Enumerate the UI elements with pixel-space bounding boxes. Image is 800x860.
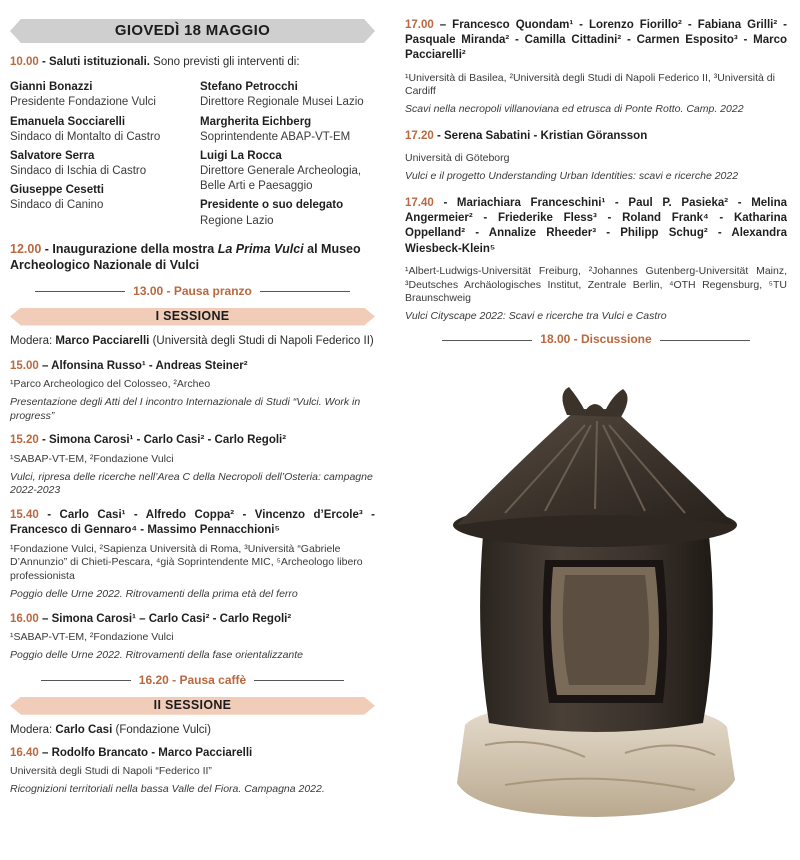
speaker-entry: Salvatore Serra Sindaco di Ischia di Castro [10, 149, 147, 178]
session-1-banner: I SESSIONE [10, 308, 375, 326]
talk-entry: 17.20 - Serena Sabatini - Kristian Göransson Università di Göteborg Vulci e il progetto Understanding Urban Identities: scavi e ricerche 2022 [405, 130, 739, 183]
hut-urn-image [445, 385, 745, 825]
speaker-entry: Emanuela Socciarelli Sindaco di Montalto di Castro [10, 115, 161, 143]
talk-entry: 17.00 – Francesco Quondam¹ - Lorenzo Fiorillo² - Fabiana Grilli² - Pasquale Miranda² - Camilla Cittadini² - Carmen Esposito³ - Marco Pacciarelli² ¹Università di Basilea, ²Università degli Studi di Napoli Federico II, ³Università di Cardiff Scavi nella necropoli villanoviana ed etrusca di Ponte Rotto. Camp. 2022 [405, 19, 787, 116]
speaker-entry: Margherita Eichberg Soprintendente ABAP-VT-EM [200, 115, 351, 143]
talk-entry: 15.00 – Alfonsina Russo¹ - Andreas Steiner² ¹Parco Archeologico del Colosseo, ²Archeo Presentazione degli Atti del I incontro Internazionale di Studi “Vulci. Work in progress” [10, 359, 361, 422]
talk-entry: 16.00 – Simona Carosi¹ – Carlo Casi² - Carlo Regoli² ¹SABAP-VT-EM, ²Fondazione Vulci Poggio delle Urne 2022. Ritrovamenti della fase orientalizzante [10, 613, 304, 662]
speaker-entry: Giuseppe Cesetti Sindaco di Canino [10, 184, 104, 212]
discussion-break: 18.00 - Discussione [405, 332, 787, 348]
session-2-moderator: Modera: Carlo Casi (Fondazione Vulci) [10, 723, 211, 736]
speaker-entry: Presidente o suo delegato Regione Lazio [200, 199, 344, 227]
session-1-moderator: Modera: Marco Pacciarelli (Università degli Studi di Napoli Federico II) [10, 334, 374, 347]
speaker-entry: Luigi La Rocca Direttore Generale Archeologia, Belle Arti e Paesaggio [200, 149, 362, 193]
lunch-break: 13.00 - Pausa pranzo [10, 284, 375, 300]
talk-entry: 17.40 - Mariachiara Franceschini¹ - Paul P. Pasieka² - Melina Angermeier² - Friederike Fless³ - Roland Frank⁴ - Katharina Oppelland² - Annalize Rheeder³ - Philipp Schug² - Alexandra Wiesbeck-Klein⁵ ¹Albert-Ludwigs-Universität Freiburg, ²Johannes Gutenberg-Universität Mainz, ³Deutsches Archäologisches Institut, Zentrale Berlin, ⁴OTH Regensburg, ⁵TU Braunschweig Vulci Cityscape 2022: Scavi e ricerche tra Vulci e Castro [405, 196, 787, 323]
talk-entry: 15.40 - Carlo Casi¹ - Alfredo Coppa² - Vincenzo d’Ercole³ - Francesco di Gennaro⁴ - Massimo Pennacchioni⁵ ¹Fondazione Vulci, ²Sapienza Università di Roma, ³Università “Gabriele D’Annunzio” di Chieti-Pescara, ⁴già Soprintendente MIC, ⁵Archeologo libero professionista Poggio delle Urne 2022. Ritrovamenti della prima età del ferro [10, 509, 375, 601]
left-column [10, 0, 375, 797]
coffee-break: 16.20 - Pausa caffè [10, 673, 375, 689]
session-2-banner: II SESSIONE [10, 697, 375, 715]
speaker-entry: Gianni Bonazzi Presidente Fondazione Vulci [10, 81, 156, 109]
talk-entry: 16.40 – Rodolfo Brancato - Marco Pacciarelli Università degli Studi di Napoli “Federico II” Ricognizioni territoriali nella bassa Valle del Fiora. Campagna 2022. [10, 746, 325, 795]
inauguration-item: 12.00 - Inaugurazione della mostra La Prima Vulci al Museo Archeologico Nazionale di Vulci [10, 241, 361, 273]
right-column [405, 0, 787, 348]
roof-ornament [562, 387, 627, 417]
talk-entry: 15.20 - Simona Carosi¹ - Carlo Casi² - Carlo Regoli² ¹SABAP-VT-EM, ²Fondazione Vulci Vulci, ripresa delle ricerche nell’Area C della Necropoli dell’Osteria: campagne 2022-2023 [10, 434, 373, 497]
greetings-item: 10.00 - Saluti istituzionali. Sono previsti gli interventi di: [10, 56, 300, 68]
speaker-entry: Stefano Petrocchi Direttore Regionale Musei Lazio [200, 81, 364, 109]
speakers-grid [10, 80, 375, 229]
day-banner: GIOVEDÌ 18 MAGGIO [10, 19, 375, 43]
